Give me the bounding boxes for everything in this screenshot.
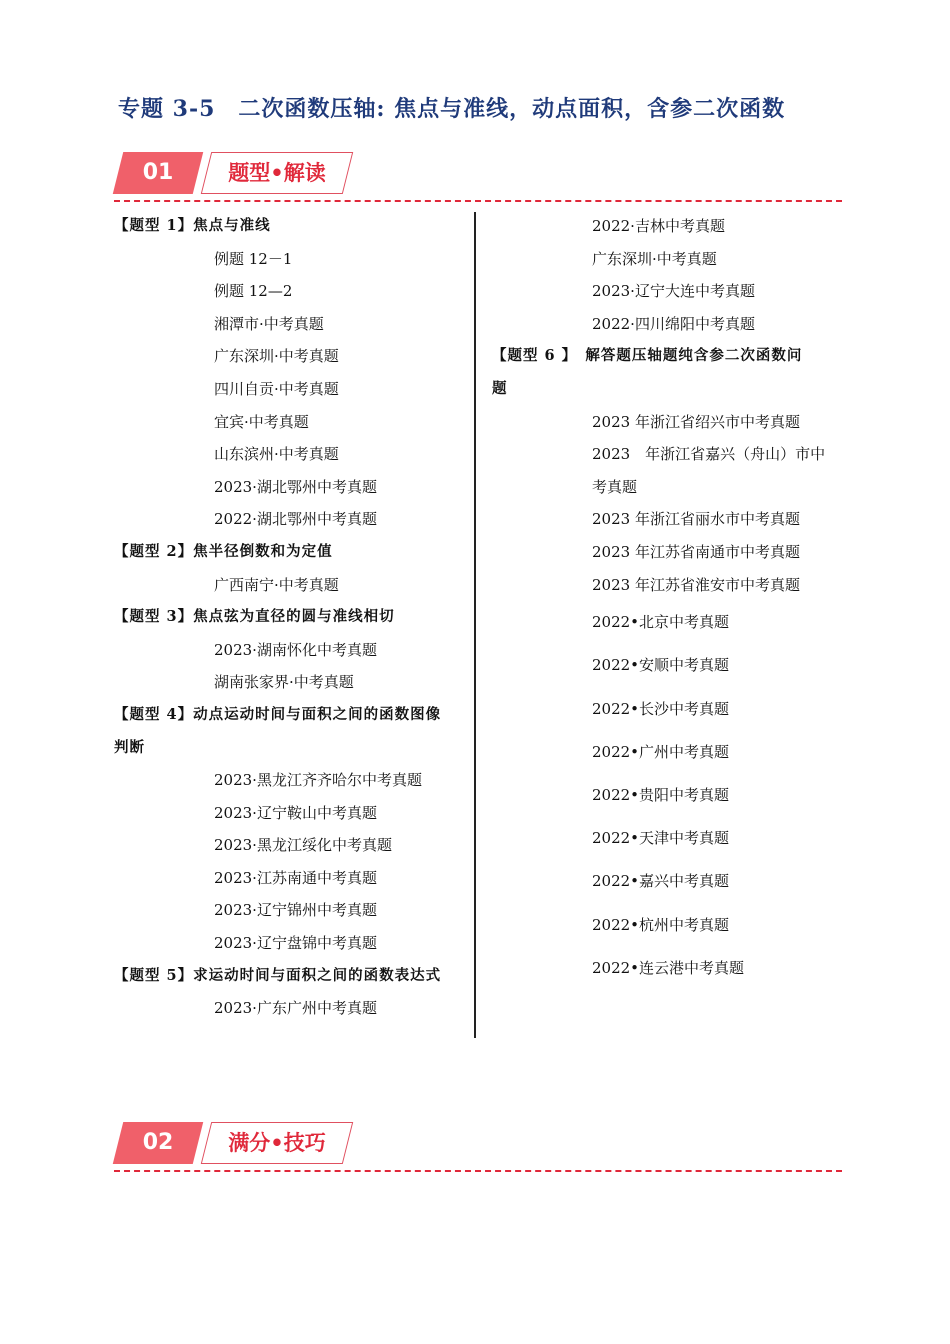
- list-item: 山东滨州·中考真题: [214, 445, 339, 464]
- list-item: 2023·江苏南通中考真题: [214, 868, 377, 887]
- list-item: 2023·湖北鄂州中考真题: [214, 477, 377, 496]
- list-item: 四川自贡·中考真题: [214, 379, 339, 398]
- list-item: 2023 年浙江省嘉兴（舟山）市中: [592, 445, 826, 464]
- list-item: 2022•贵阳中考真题: [592, 785, 730, 804]
- section-label-box: [201, 1122, 353, 1164]
- list-item: 2022•天津中考真题: [592, 829, 730, 848]
- list-item: 宜宾·中考真题: [214, 412, 309, 431]
- section-number-badge: [113, 1122, 203, 1164]
- category-heading: 题: [492, 379, 508, 397]
- section-number: 02: [142, 1130, 174, 1155]
- list-item: 2022•广州中考真题: [592, 742, 730, 761]
- list-item: 2023·广东广州中考真题: [214, 999, 377, 1018]
- section-number: 01: [142, 160, 174, 185]
- list-item: 2022•长沙中考真题: [592, 699, 730, 718]
- list-item: 2023·辽宁鞍山中考真题: [214, 803, 377, 822]
- list-item: 2022•连云港中考真题: [592, 958, 745, 977]
- list-item: 2022•安顺中考真题: [592, 656, 730, 675]
- list-item: 2023 年浙江省绍兴市中考真题: [592, 412, 800, 431]
- list-item: 2023 年江苏省南通市中考真题: [592, 542, 800, 561]
- list-item: 湖南张家界·中考真题: [214, 673, 354, 692]
- category-heading: 【题型 2】焦半径倒数和为定值: [114, 542, 333, 560]
- list-item: 广东深圳·中考真题: [214, 347, 339, 366]
- category-heading: 判断: [114, 738, 145, 756]
- section-divider-rule: [114, 200, 842, 202]
- list-item: 2023·辽宁盘锦中考真题: [214, 934, 377, 953]
- page-title: 专题 3-5 二次函数压轴: 焦点与准线，动点面积，含参二次函数: [118, 96, 786, 122]
- list-item: 2023·黑龙江齐齐哈尔中考真题: [214, 771, 422, 790]
- list-item: 例题 12—2: [214, 282, 293, 301]
- category-heading: 【题型 6 】 解答题压轴题纯含参二次函数问: [492, 347, 803, 365]
- list-item: 2023·辽宁大连中考真题: [592, 282, 755, 301]
- list-item: 湘潭市·中考真题: [214, 314, 324, 333]
- list-item: 考真题: [592, 477, 638, 496]
- category-heading: 【题型 1】焦点与准线: [114, 217, 271, 234]
- list-item: 2022·四川绵阳中考真题: [592, 314, 755, 333]
- list-item: 2022•北京中考真题: [592, 613, 730, 632]
- section-number-badge: [113, 152, 203, 194]
- section-label: 题型•解读: [228, 161, 326, 185]
- section-header-1: [118, 152, 858, 210]
- section-header-2: [118, 1122, 858, 1180]
- list-item: 2023 年江苏省淮安市中考真题: [592, 575, 800, 594]
- list-item: 2023 年浙江省丽水市中考真题: [592, 510, 800, 529]
- list-item: 2022·湖北鄂州中考真题: [214, 510, 377, 529]
- section-divider-rule: [114, 1170, 842, 1172]
- list-item: 广西南宁·中考真题: [214, 575, 339, 594]
- list-item: 2022•嘉兴中考真题: [592, 872, 730, 891]
- list-item: 例题 12－1: [214, 249, 293, 268]
- list-item: 2022·吉林中考真题: [592, 217, 725, 235]
- section-label-box: [201, 152, 353, 194]
- left-column: [114, 210, 466, 1025]
- list-item: 2022•杭州中考真题: [592, 915, 730, 934]
- category-heading: 【题型 4】动点运动时间与面积之间的函数图像: [114, 705, 442, 723]
- list-item: 广东深圳·中考真题: [592, 249, 717, 268]
- list-item: 2023·辽宁锦州中考真题: [214, 901, 377, 920]
- category-heading: 【题型 3】焦点弦为直径的圆与准线相切: [114, 608, 395, 626]
- list-item: 2023·黑龙江绥化中考真题: [214, 836, 392, 855]
- section-label: 满分•技巧: [228, 1131, 326, 1155]
- list-item: 2023·湖南怀化中考真题: [214, 640, 377, 659]
- category-heading: 【题型 5】求运动时间与面积之间的函数表达式: [114, 966, 442, 984]
- right-column: [492, 210, 842, 990]
- column-divider: [474, 212, 476, 1038]
